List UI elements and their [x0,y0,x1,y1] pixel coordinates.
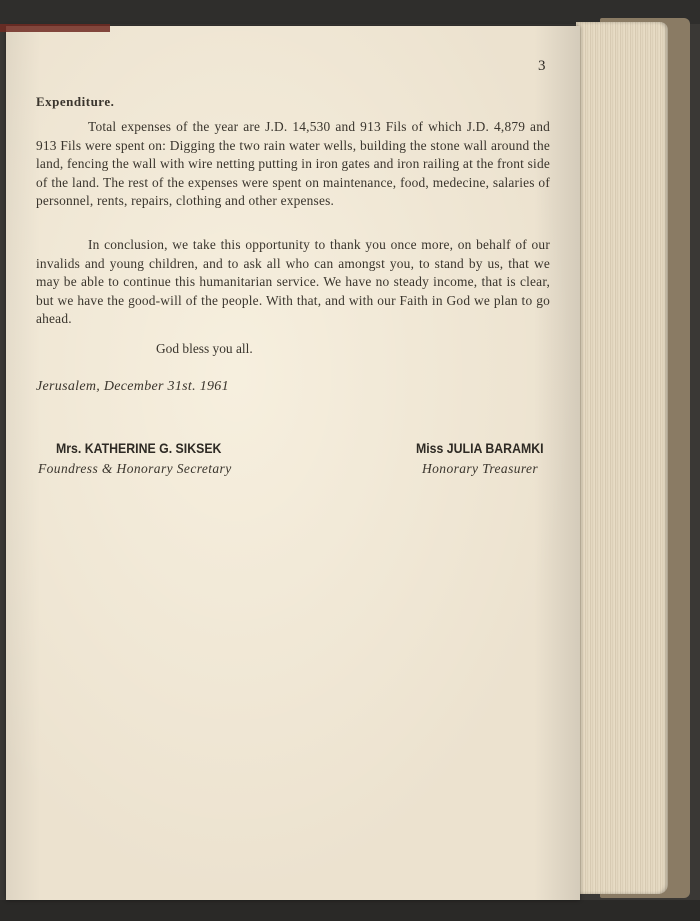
expenditure-paragraph: Total expenses of the year are J.D. 14,530 and 913 Fils of which J.D. 4,879 and 913 Fils were spent on: Digging the two rain water wells, building the stone wall around the land, fencing the wall with wire netting putting in iron gates and iron railing at the front side of the land. The rest of the expenses were spent on maintenance, food, medecine, salaries of personnel, rents, repairs, clothing and other expenses. [36,119,550,208]
page-number: 3 [538,58,546,74]
conclusion-paragraph: In conclusion, we take this opportunity to thank you once more, on behalf of our invalids and young children, and to ask all who can amongst you, to stand by us, that we may be able to continue this humanitarian service. We have no steady income, that is clear, but we have the good-will of the people. With that, and with our Faith in God we plan to go ahead. [36,237,550,326]
blessing-line: God bless you all. [156,341,253,356]
section-heading: Expenditure. [36,94,115,109]
page-edges [576,22,668,894]
scan-background-bottom [0,900,700,921]
signatory-left-title: Foundress & Honorary Secretary [38,461,232,476]
signatory-right-name: Miss JULIA BARAMKI [416,440,544,456]
scan-background-top [0,0,700,24]
binding-tape [0,24,110,32]
signatory-left-name: Mrs. KATHERINE G. SIKSEK [56,440,222,456]
signatory-right-title: Honorary Treasurer [422,461,539,476]
place-date-line: Jerusalem, December 31st. 1961 [36,379,229,394]
